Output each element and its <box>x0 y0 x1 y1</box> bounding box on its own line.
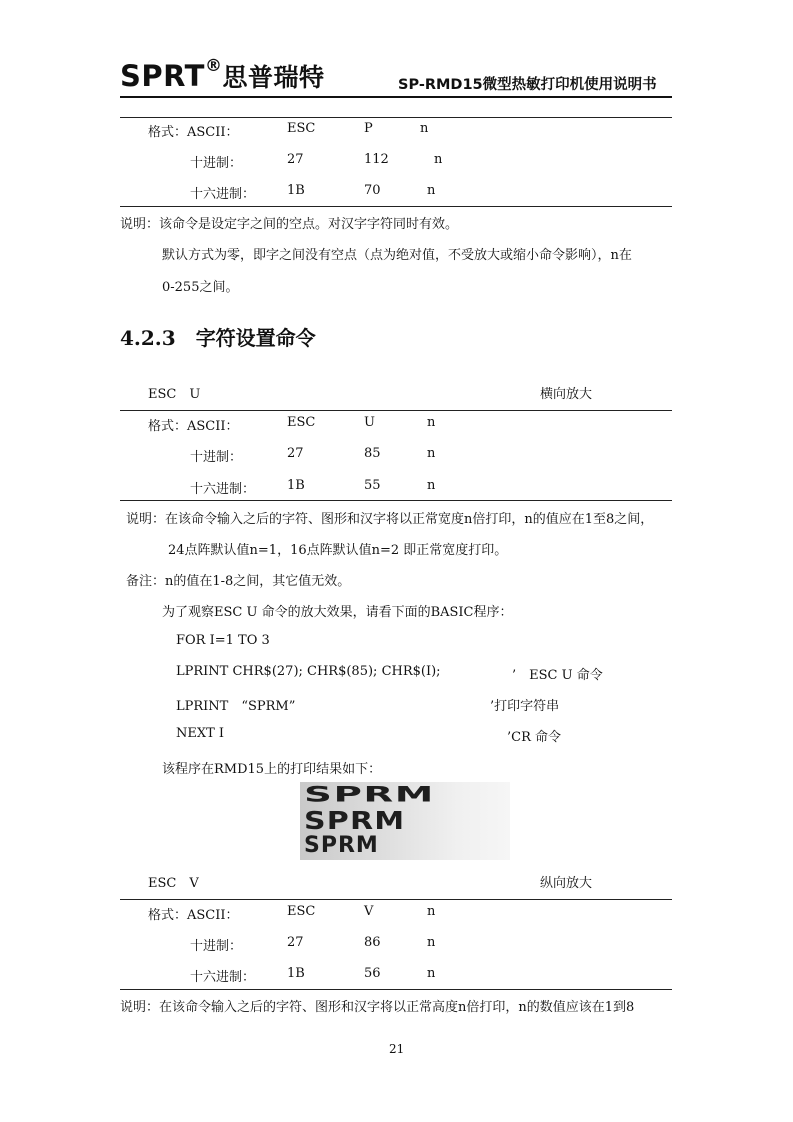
command-name: ESC U <box>148 387 201 402</box>
decimal-value: 112 <box>364 152 389 167</box>
section-heading: 4.2.3 字符设置命令 <box>120 326 316 350</box>
ascii-value: U <box>364 415 375 430</box>
code-line: LPRINT CHR$(27); CHR$(85); CHR$(I); <box>176 664 441 679</box>
code-line: LPRINT “SPRM” <box>176 699 296 714</box>
decimal-label: 十进制： <box>190 450 243 465</box>
ascii-value: V <box>364 904 374 919</box>
description-text: 说明：在该命令输入之后的字符、图形和汉字将以正常宽度n倍打印，n的值应在1至8之间， <box>126 512 654 527</box>
description-text: 说明：在该命令输入之后的字符、图形和汉字将以正常高度n倍打印，n的数值应该在1到8 <box>120 1000 635 1015</box>
page-number: 21 <box>389 1042 405 1056</box>
header-rule <box>120 96 672 98</box>
description-text: 24点阵默认值n=1，16点阵默认值n=2 即正常宽度打印。 <box>168 543 508 558</box>
decimal-value: 27 <box>287 152 304 167</box>
decimal-value: 86 <box>364 935 381 950</box>
decimal-value: 27 <box>287 446 304 461</box>
decimal-value: n <box>427 446 436 461</box>
code-comment: ’打印字符串 <box>490 699 560 714</box>
ascii-value: n <box>427 415 436 430</box>
hex-value: 70 <box>364 183 381 198</box>
hex-value: n <box>427 966 436 981</box>
decimal-value: n <box>434 152 443 167</box>
command-title: 横向放大 <box>540 387 593 402</box>
ascii-value: ESC <box>287 121 316 136</box>
document-title: SP-RMD15微型热敏打印机使用说明书 <box>398 77 657 93</box>
sample-line-medium: SPRM <box>304 806 406 835</box>
table-rule <box>120 410 672 411</box>
hex-value: n <box>427 478 436 493</box>
description-text: 0-255之间。 <box>162 280 239 295</box>
table-rule <box>120 989 672 990</box>
format-label: 格式：ASCII： <box>148 419 239 434</box>
table-rule <box>120 500 672 501</box>
code-comment: ’CR 命令 <box>507 730 561 745</box>
description-text: 默认方式为零，即字之间没有空点（点为绝对值，不受放大或缩小命令影响），n在 <box>162 248 632 263</box>
decimal-value: n <box>427 935 436 950</box>
hex-label: 十六进制： <box>190 970 256 985</box>
hex-value: 1B <box>287 966 305 981</box>
hex-value: 1B <box>287 183 305 198</box>
result-intro: 该程序在RMD15上的打印结果如下： <box>162 762 382 777</box>
hex-value: 55 <box>364 478 381 493</box>
ascii-value: ESC <box>287 904 316 919</box>
hex-value: n <box>427 183 436 198</box>
code-line: FOR I=1 TO 3 <box>176 633 270 648</box>
description-text: 说明：该命令是设定字之间的空点。对汉字字符同时有效。 <box>120 217 459 232</box>
ascii-value: P <box>364 121 373 136</box>
command-name: ESC V <box>148 876 199 891</box>
ascii-value: n <box>420 121 429 136</box>
ascii-value: ESC <box>287 415 316 430</box>
sample-line-small: SPRM <box>304 833 379 858</box>
format-label: 格式：ASCII： <box>148 125 239 140</box>
command-title: 纵向放大 <box>540 876 593 891</box>
decimal-value: 85 <box>364 446 381 461</box>
code-comment: ’ ESC U 命令 <box>512 668 603 683</box>
code-line: NEXT I <box>176 726 225 741</box>
table-rule <box>120 899 672 900</box>
hex-label: 十六进制： <box>190 482 256 497</box>
decimal-label: 十进制： <box>190 939 243 954</box>
print-sample-photo <box>300 782 510 860</box>
brand-logo: SPRT®思普瑞特 <box>120 56 325 93</box>
decimal-value: 27 <box>287 935 304 950</box>
table-rule <box>120 117 672 118</box>
hex-value: 56 <box>364 966 381 981</box>
hex-label: 十六进制： <box>190 187 256 202</box>
ascii-value: n <box>427 904 436 919</box>
hex-value: 1B <box>287 478 305 493</box>
note-text: 备注：n的值在1-8之间，其它值无效。 <box>126 574 351 589</box>
intro-text: 为了观察ESC U 命令的放大效果，请看下面的BASIC程序： <box>162 605 513 620</box>
format-label: 格式：ASCII： <box>148 908 239 923</box>
table-rule <box>120 206 672 207</box>
sample-line-large: SPRM <box>304 782 435 807</box>
decimal-label: 十进制： <box>190 156 243 171</box>
